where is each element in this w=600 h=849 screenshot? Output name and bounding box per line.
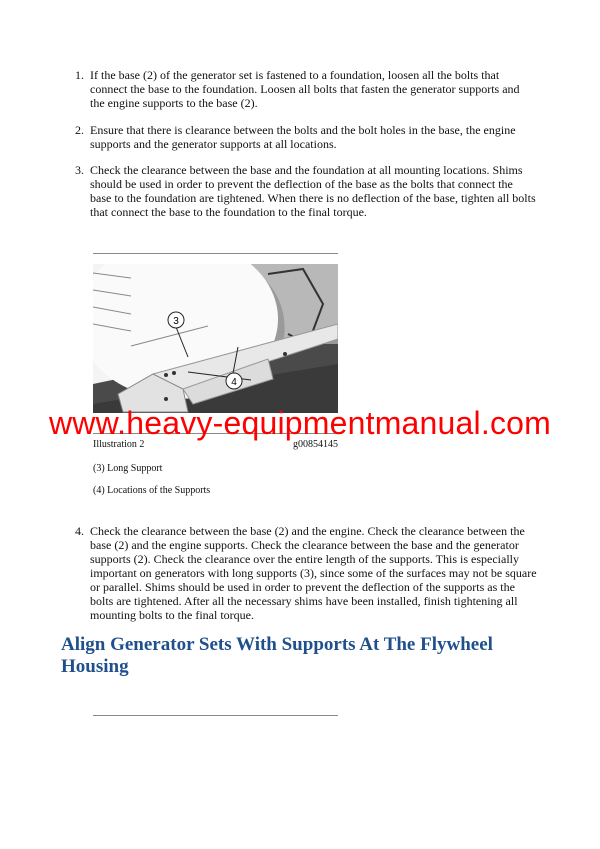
callout-4-label: 4: [231, 377, 237, 388]
step-2: [75, 123, 537, 151]
section-rule: [93, 715, 338, 716]
legend-item: (3) Long Support: [93, 463, 163, 474]
step-number: 1.: [75, 68, 84, 82]
step-1: [75, 68, 537, 110]
step-text: Check the clearance between the base (2) and the engine. Check the clearance between the base (2) and the engine supports. Check the clearance between the base and the generator supports (2). Check the clearance over the entire length of the supports. This is especially important on generators with long supports (3), since some of the surfaces may not be square or parallel. Shims should be used in order to prevent the deflection of the supports as the bolts are tightened. After all the necessary shims have been installed, finish tightening all mounting bolts to the final torque.: [90, 524, 537, 622]
watermark: www.heavy-equipmentmanual.com: [48, 405, 552, 441]
step-number: 3.: [75, 163, 84, 177]
illustration-id: g00854145: [293, 439, 338, 450]
legend-item: (4) Locations of the Supports: [93, 485, 211, 496]
step-number: 4.: [75, 524, 84, 538]
callout-4: [226, 373, 242, 389]
illustration-label: Illustration 2: [93, 439, 145, 450]
step-number: 2.: [75, 123, 84, 137]
step-4: [75, 524, 537, 622]
section-heading: Align Generator Sets With Supports At The Flywheel Housing: [61, 634, 493, 677]
step-text: Ensure that there is clearance between the bolts and the bolt holes in the base, the engine supports and the generator supports at all locations.: [90, 123, 516, 151]
generator-photo: [93, 264, 338, 413]
step-text: Check the clearance between the base and the foundation at all mounting locations. Shims should be used in order to prevent the deflection of the base as the bolts that connect the base to the foundation are tightened. When there is no deflection of the base, tighten all bolts that connect the base to the foundation to the final torque.: [90, 163, 536, 219]
callout-3: [168, 312, 184, 328]
illustration-photo: [93, 264, 338, 413]
step-text: If the base (2) of the generator set is fastened to a foundation, loosen all the bolts that connect the base to the foundation. Loosen all bolts that fasten the generator supports and the engine supports to the base (2).: [90, 68, 520, 110]
callout-3-label: 3: [173, 316, 179, 327]
step-3: [75, 163, 537, 219]
illustration-top-rule: [93, 253, 338, 254]
